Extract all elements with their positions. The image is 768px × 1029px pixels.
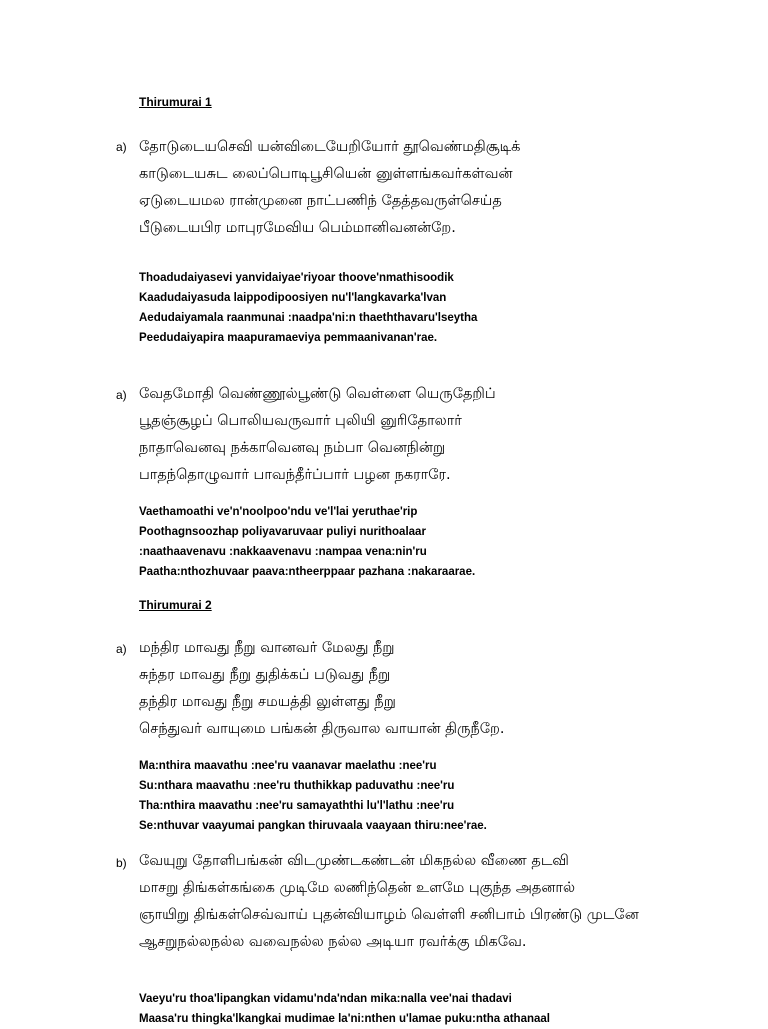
- tamil-line: காடுடையசுட லைப்பொடிபூசியென் னுள்ளங்கவர்கள்வன்: [139, 166, 513, 182]
- translit-line: Tha:nthira maavathu :nee'ru samayaththi lu'l'lathu :nee'ru: [139, 800, 455, 812]
- translit-line: Aedudaiyamala raanmunai :naadpa'ni:n thaeththavaru'lseytha: [139, 312, 478, 324]
- tamil-line: சுந்தர மாவது நீறு துதிக்கப் படுவது நீறு: [139, 667, 391, 683]
- transliteration: [139, 268, 477, 348]
- verse-marker: b): [116, 856, 127, 870]
- transliteration: [139, 756, 487, 836]
- tamil-line: தந்திர மாவது நீறு சமயத்தி லுள்ளது நீறு: [139, 694, 396, 710]
- tamil-line: பாதந்தொழுவார் பாவந்தீர்ப்பார் பழன நகராரே.: [139, 467, 451, 483]
- translit-line: Vaethamoathi ve'n'noolpoo'ndu ve'l'lai yeruthae'rip: [139, 506, 418, 518]
- section-heading-thirumurai-1: Thirumurai 1: [139, 95, 212, 109]
- tamil-line: ஏடுடையமல ரான்முனை நாட்பணிந் தேத்தவருள்செய்த: [139, 193, 502, 209]
- translit-line: Paatha:nthozhuvaar paava:ntheerppaar pazhana :nakaraarae.: [139, 566, 476, 578]
- translit-line: :naathaavenavu :nakkaavenavu :nampaa vena:nin'ru: [139, 546, 427, 558]
- tamil-line: நாதாவெனவு நக்காவெனவு நம்பா வெனநின்று: [139, 440, 446, 456]
- verse-marker: a): [116, 642, 127, 656]
- translit-line: Peedudaiyapira maapuramaeviya pemmaanivanan'rae.: [139, 332, 438, 344]
- tamil-verse: [139, 381, 496, 489]
- translit-line: Thoadudaiyasevi yanvidaiyae'riyoar thoove'nmathisoodik: [139, 272, 454, 284]
- tamil-verse: [139, 635, 505, 743]
- tamil-line: வேயுறு தோளிபங்கன் விடமுண்டகண்டன் மிகநல்ல வீணை தடவி: [139, 853, 569, 869]
- translit-line: Poothagnsoozhap poliyavaruvaar puliyi nurithoalaar: [139, 526, 426, 538]
- translit-line: Kaadudaiyasuda laippodipoosiyen nu'l'langkavarka'lvan: [139, 292, 447, 304]
- tamil-line: பூதஞ்சூழப் பொலியவருவார் புலியி னுரிதோலார்: [139, 413, 462, 429]
- translit-line: Vaeyu'ru thoa'lipangkan vidamu'nda'ndan mika:nalla vee'nai thadavi: [139, 993, 512, 1005]
- tamil-line: வேதமோதி வெண்ணூல்பூண்டு வெள்ளை யெருதேறிப்: [139, 386, 496, 402]
- transliteration: [139, 989, 550, 1029]
- tamil-line: மாசறு திங்கள்கங்கை முடிமே லணிந்தென் உளமே புகுந்த அதனால்: [139, 880, 576, 896]
- tamil-verse: [139, 134, 520, 242]
- verse-marker: a): [116, 140, 127, 154]
- translit-line: Se:nthuvar vaayumai pangkan thiruvaala vaayaan thiru:nee'rae.: [139, 820, 487, 832]
- translit-line: Su:nthara maavathu :nee'ru thuthikkap paduvathu :nee'ru: [139, 780, 455, 792]
- tamil-line: ஆசறுநல்லநல்ல வவைநல்ல நல்ல அடியா ரவர்க்கு மிகவே.: [139, 934, 527, 950]
- verse-marker: a): [116, 388, 127, 402]
- tamil-verse: [139, 848, 639, 956]
- section-heading-thirumurai-2: Thirumurai 2: [139, 598, 212, 612]
- translit-line: Ma:nthira maavathu :nee'ru vaanavar maelathu :nee'ru: [139, 760, 437, 772]
- tamil-line: பீடுடையபிர மாபுரமேவிய பெம்மானிவனன்றே.: [139, 220, 456, 236]
- tamil-line: ஞாயிறு திங்கள்செவ்வாய் புதன்வியாழம் வெள்ளி சனிபாம் பிரண்டு முடனே: [139, 907, 639, 923]
- tamil-line: மந்திர மாவது நீறு வானவர் மேலது நீறு: [139, 640, 395, 656]
- transliteration: [139, 502, 475, 582]
- translit-line: Maasa'ru thingka'lkangkai mudimae la'ni:nthen u'lamae puku:ntha athanaal: [139, 1013, 550, 1025]
- tamil-line: செந்துவர் வாயுமை பங்கன் திருவால வாயான் திருநீறே.: [139, 721, 505, 737]
- tamil-line: தோடுடையசெவி யன்விடையேறியோர் தூவெண்மதிசூடிக்: [139, 139, 521, 155]
